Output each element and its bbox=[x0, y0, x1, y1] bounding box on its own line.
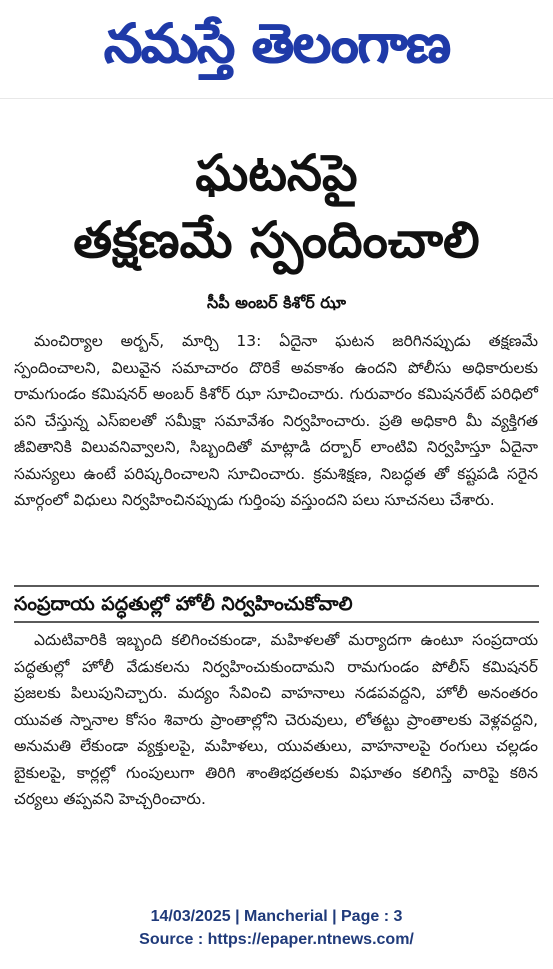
article-paragraph-1: మంచిర్యాల అర్బన్, మార్చి 13: ఏదైనా ఘటన జరిగినప్పుడు తక్షణమే స్పందించాలని, విలువైన సమాచారం దొరికే అవకాశం ఉందని పోలీసు అధికారులకు రామగుండం కమిషనర్ అంబర్ కిశోర్ ఝా సూచించారు. గురువారం కమిషనరేట్ పరిధిలో పని చేస్తున్న ఎస్‌ఐలతో సమీక్షా సమావేశం నిర్వహించారు. ప్రతి అధికారి మీ వ్యక్తిగత జీవితానికి విలువనివ్వాలని, సిబ్బందితో మాట్లాడి దర్బార్ లాంటివి నిర్వహిస్తూ ఏదైనా సమస్యలు ఉంటే పరిష్కరించాలని సూచించారు. క్రమశిక్షణ, నిబద్ధత తో కష్టపడి సరైన మార్గంలో విధులు నిర్వహించినప్పుడు గుర్తింపు వస్తుందని పలు సూచనలు చేశారు. bbox=[14, 332, 538, 509]
article-paragraph-2: ఎదుటివారికి ఇబ్బంది కలిగించకుండా, మహిళలతో మర్యాదగా ఉంటూ సంప్రదాయ పద్ధతుల్లో హోలీ వేడుకలను నిర్వహించుకుందామని రామగుండం పోలీస్ కమిషనర్ ప్రజలకు పిలుపునిచ్చారు. మద్యం సేవించి వాహనాలు నడపవద్దని, హోలీ అనంతరం యువత స్నానాల కోసం శివారు ప్రాంతాల్లోని చెరువులు, లోతట్టు ప్రాంతాలకు వెళ్లవద్దని, అనుమతి లేకుండా వ్యక్తులపై, మహిళలు, యువతులు, వాహనాలపై రంగులు చల్లడం బైకులపై, కార్లల్లో గుంపులుగా తిరిగి శాంతిభద్రతలకు విఘాతం కలిగిస్తే వారిపై కఠిన చర్యలు తప్పవని హెచ్చరించారు. bbox=[14, 631, 538, 808]
headline-line-1: ఘటనపై bbox=[195, 144, 358, 202]
masthead bbox=[0, 0, 553, 100]
footer-source-link[interactable]: Source : https://epaper.ntnews.com/ bbox=[139, 931, 414, 948]
subheading-bottom-rule bbox=[14, 621, 539, 623]
newspaper-logo: నమస్తే తెలంగాణ bbox=[103, 11, 450, 75]
headline-line-2: తక్షణమే స్పందించాలి bbox=[73, 211, 480, 269]
masthead-divider bbox=[0, 98, 553, 99]
byline: సీపీ అంబర్ కిశోర్ ఝా bbox=[206, 293, 347, 312]
footer-edition-info: 14/03/2025 | Mancherial | Page : 3 bbox=[150, 908, 403, 925]
section-subheading: సంప్రదాయ పద్ధతుల్లో హోలీ నిర్వహించుకోవాలి bbox=[14, 593, 353, 615]
subheading-top-rule bbox=[14, 585, 539, 587]
